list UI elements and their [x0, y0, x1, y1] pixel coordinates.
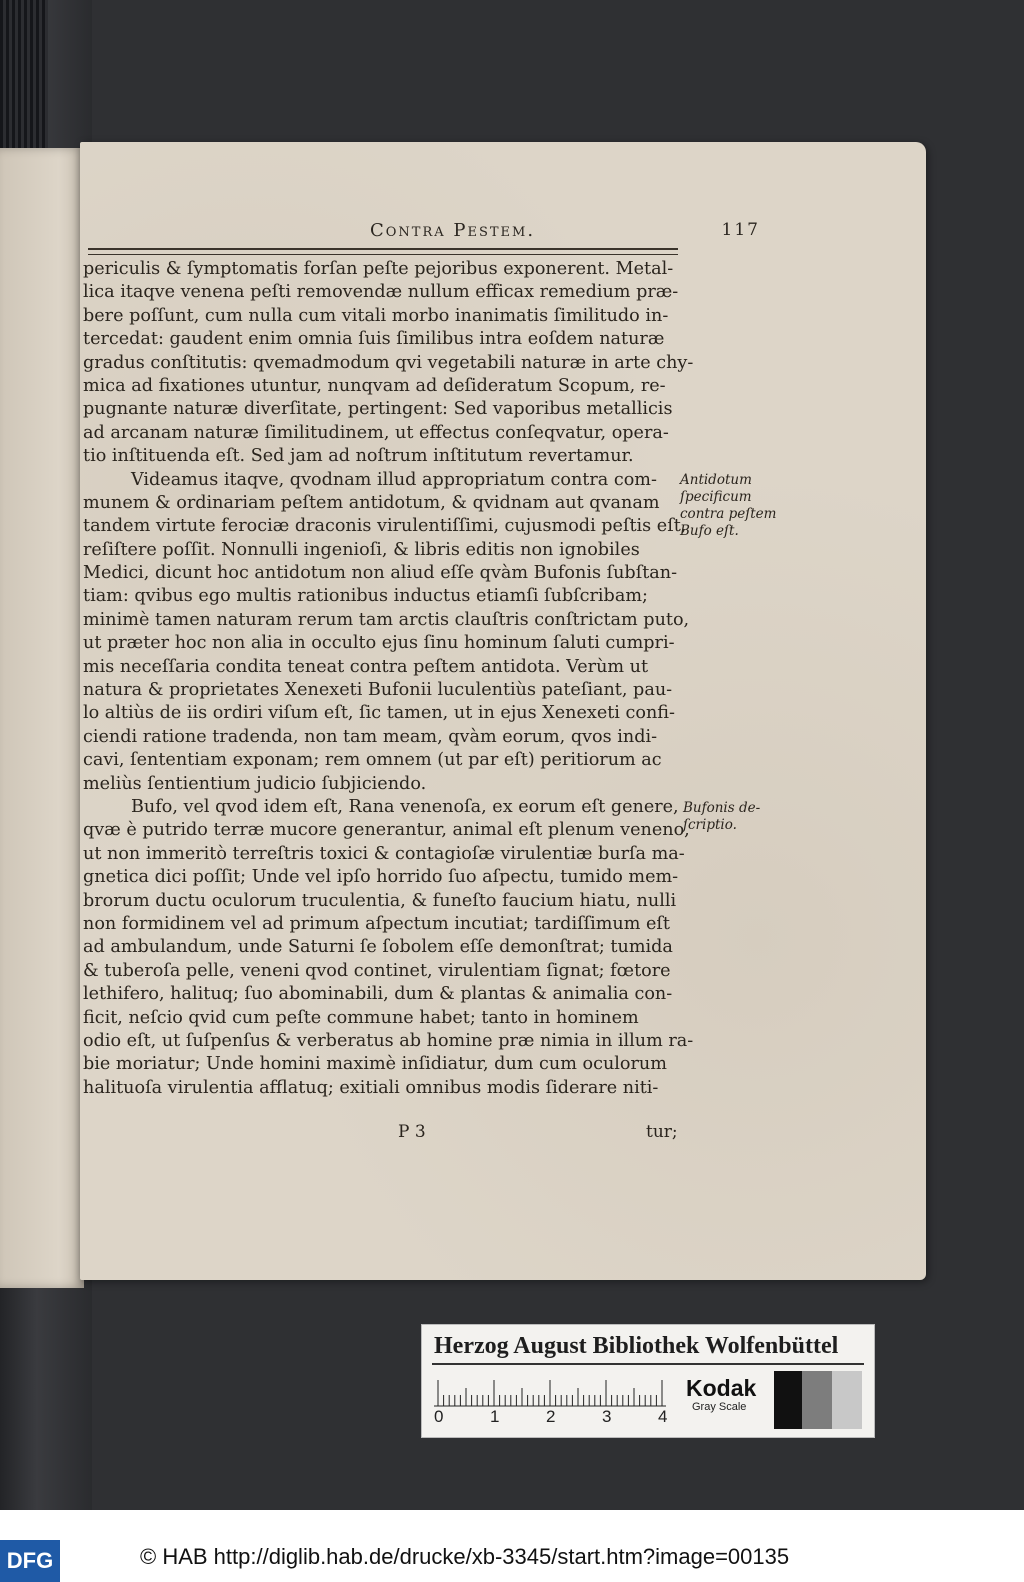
text-line: munem & ordinariam peſtem antidotum, & qvidnam aut qvanam: [83, 492, 660, 513]
text-line: lethifero, halituq; ſuo abominabili, dum & plantas & animalia con-: [83, 984, 673, 1005]
gray-patch-light: [832, 1371, 862, 1429]
color-calibration-card: [421, 1324, 875, 1438]
signature-mark: P 3: [398, 1122, 426, 1142]
book-page: [80, 142, 926, 1280]
margin-note-line: ſcriptio.: [683, 817, 737, 833]
text-line: meliùs ſentientium judicio ſubjiciendo.: [83, 773, 427, 794]
text-line: bie moriatur; Unde homini maximè inſidiatur, dum cum oculorum: [83, 1054, 667, 1075]
text-line: halituoſa virulentia afflatuq; exitiali omnibus modis ſiderare niti-: [83, 1077, 659, 1098]
margin-note-line: Bufo eſt.: [680, 523, 739, 539]
text-line: gradus conſtitutis: qvemadmodum qvi vegetabili naturæ in arte chy-: [83, 352, 694, 373]
text-line: minimè tamen naturam rerum tam arctis clauſtris conſtrictam puto,: [83, 609, 690, 630]
margin-note-line: Bufonis de-: [683, 800, 761, 816]
text-line: brorum ductu oculorum truculentia, & funeſto faucium hiatu, nulli: [83, 890, 677, 911]
margin-note-line: contra peſtem: [680, 506, 777, 522]
text-line: mica ad fixationes utuntur, nunqvam ad deſideratum Scopum, re-: [83, 375, 666, 396]
text-line: Bufo, vel qvod idem eſt, Rana venenoſa, ex eorum eſt genere,: [131, 796, 679, 817]
ruler-number: 2: [546, 1407, 556, 1426]
gray-scale-label: Gray Scale: [692, 1401, 747, 1413]
text-line: Medici, dicunt hoc antidotum non aliud eſſe qvàm Bufonis ſubſtan-: [83, 563, 678, 584]
text-line: ciendi ratione tradenda, non tam meam, qvàm eorum, qvos indi-: [83, 726, 658, 747]
text-line: ut præter hoc non alia in occulto ejus ſinu hominum ſaluti cumpri-: [83, 633, 675, 654]
text-line: tandem virtute ferociæ draconis virulentiſſimi, cujusmodi peſtis eſt,: [83, 516, 687, 537]
margin-note-line: ſpecificum: [680, 489, 752, 505]
margin-note-antidote: [680, 472, 800, 540]
text-line: ad ambulandum, unde Saturni ſe ſobolem eſſe demonſtrat; tumida: [83, 937, 673, 958]
library-name: Herzog August Bibliothek Wolfenbüttel: [434, 1333, 839, 1359]
ruler-number: 1: [490, 1407, 500, 1426]
text-line: cavi, ſententiam exponam; rem omnem (ut par eſt) peritiorum ac: [83, 750, 662, 771]
text-line: pugnante naturæ diverſitate, pertingent: Sed vaporibus metallicis: [83, 399, 673, 420]
ruler-scale: [434, 1377, 666, 1407]
text-line: natura & proprietates Xenexeti Bufonii luculentiùs pateſiant, pau-: [83, 680, 673, 701]
dfg-logo: DFG: [0, 1540, 60, 1582]
margin-note-bufo: [683, 800, 783, 834]
text-line: tercedat: gaudent enim omnia ſuis ſimilibus intra eoſdem naturæ: [83, 329, 665, 350]
text-line: bere poſſunt, cum nulla cum vitali morbo inanimatis ſimilitudo in-: [83, 305, 669, 326]
body-text: [83, 258, 703, 1100]
text-line: periculis & ſymptomatis forſan peſte pejoribus exponerent. Metal-: [83, 259, 674, 279]
text-line: lo altiùs de iis ordiri viſum eſt, ſic tamen, ut in ejus Xenexeti confi-: [83, 703, 675, 724]
book-spine: [0, 0, 48, 150]
ruler-numbers: [434, 1407, 674, 1429]
gray-patch-mid: [802, 1371, 832, 1429]
ruler-number: 0: [434, 1407, 444, 1426]
text-line: ficit, neſcio qvid cum peſte commune habet; tanto in hominem: [83, 1007, 639, 1028]
kodak-brand: Kodak: [686, 1375, 757, 1401]
margin-note-line: Antidotum: [680, 472, 752, 488]
text-line: ad arcanam naturæ ſimilitudinem, ut effectus conſeqvatur, opera-: [83, 422, 669, 443]
gray-patch-black: [774, 1371, 802, 1429]
text-line: mis neceſſaria condita teneat contra peſtem antidota. Verùm ut: [83, 656, 649, 677]
text-line: Videamus itaqve, qvodnam illud appropriatum contra com-: [131, 469, 657, 490]
catchword: tur;: [646, 1122, 678, 1142]
running-title: Contra Pestem.: [370, 220, 536, 241]
page-number: 117: [721, 220, 760, 240]
text-line: tio inſtituenda eſt. Sed jam ad noſtrum inſtitutum revertamur.: [83, 446, 634, 467]
gray-patches: [774, 1371, 862, 1429]
ruler-number: 4: [658, 1407, 668, 1426]
text-line: & tuberoſa pelle, veneni qvod continet, virulentiam ſignat; fœtore: [83, 960, 671, 981]
running-head: [290, 218, 760, 250]
text-line: non formidinem vel ad primum aſpectum incutiat; tardiſſimum eſt: [83, 913, 671, 934]
copyright-link[interactable]: © HAB http://diglib.hab.de/drucke/xb-3345/start.htm?image=00135: [140, 1544, 790, 1569]
text-line: lica itaqve venena peſti removendæ nullum efficax remedium præ-: [83, 282, 679, 303]
text-line: qvæ è putrido terræ mucore generantur, animal eſt plenum veneno,: [83, 820, 690, 841]
header-rule: [88, 248, 678, 255]
ruler-number: 3: [602, 1407, 612, 1426]
text-line: odio eſt, ut ſuſpenſus & verberatus ab homine præ nimia in illum ra-: [83, 1030, 694, 1051]
text-line: tiam: qvibus ego multis rationibus inductus etiamſi ſubſcribam;: [83, 586, 648, 607]
text-line: ut non immeritò terreſtris toxici & contagioſæ virulentiæ burſa ma-: [83, 843, 685, 864]
previous-page-edge: [0, 148, 84, 1288]
text-line: gnetica dici poſſit; Unde vel ipſo horrido ſuo aſpectu, tumido mem-: [83, 867, 679, 888]
footer-bar: [0, 1510, 1024, 1582]
card-divider: [432, 1363, 864, 1365]
text-line: reſiſtere poſſit. Nonnulli ingenioſi, & libris editis non ignobiles: [83, 539, 640, 560]
